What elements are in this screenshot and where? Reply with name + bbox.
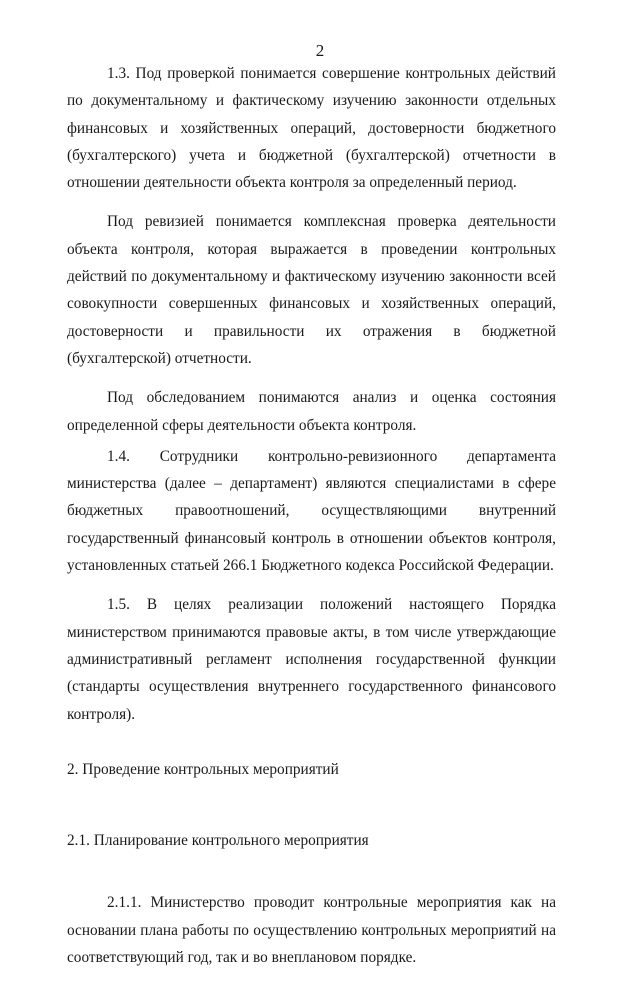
document-body [67, 60, 556, 983]
section-heading: 2. Проведение контрольных мероприятий [67, 760, 339, 778]
paragraph-1-5: 1.5. В целях реализации положений настоящего Порядка министерством принимаются правовые акты, в том числе утверждающие административный регламент исполнения государственной функции (стандарты осуществления внутреннего государственного финансового контроля). [67, 596, 556, 723]
page-number: 2 [315, 41, 325, 60]
paragraph-1-3: 1.3. Под проверкой понимается совершение контрольных действий по документальному и фактическому изучению законности отдельных финансовых и хозяйственных операций, достоверности бюджетного (бухгалтерского) учета и бюджетной (бухгалтерской) отчетности в отношении деятельности объекта контроля за определенный период. [67, 65, 556, 192]
subsection-heading: 2.1. Планирование контрольного мероприятия [67, 832, 369, 850]
paragraph-1-4: 1.4. Сотрудники контрольно-ревизионного департамента министерства (далее – департамент) являются специалистами в сфере бюджетных правоотношений, осуществляющими внутренний государственный финансовый контроль в отношении объектов контроля, установленных статьей 266.1 Бюджетного кодекса Российской Федерации. [67, 447, 556, 575]
paragraph-inspection: Под обследованием понимаются анализ и оценка состояния определенной сферы деятельности объекта контроля. [67, 389, 556, 434]
paragraph-2-1-1: 2.1.1. Министерство проводит контрольные мероприятия как на основании плана работы по осуществлению контрольных мероприятий на соответствующий год, так и во внеплановом порядке. [67, 894, 556, 967]
paragraph-revision: Под ревизией понимается комплексная проверка деятельности объекта контроля, которая выражается в проведении контрольных действий по документальному и фактическому изучению законности всей совокупности совершенных финансовых и хозяйственных операций, достоверности и правильности их отражения в бюджетной (бухгалтерской) отчетности. [67, 213, 556, 367]
